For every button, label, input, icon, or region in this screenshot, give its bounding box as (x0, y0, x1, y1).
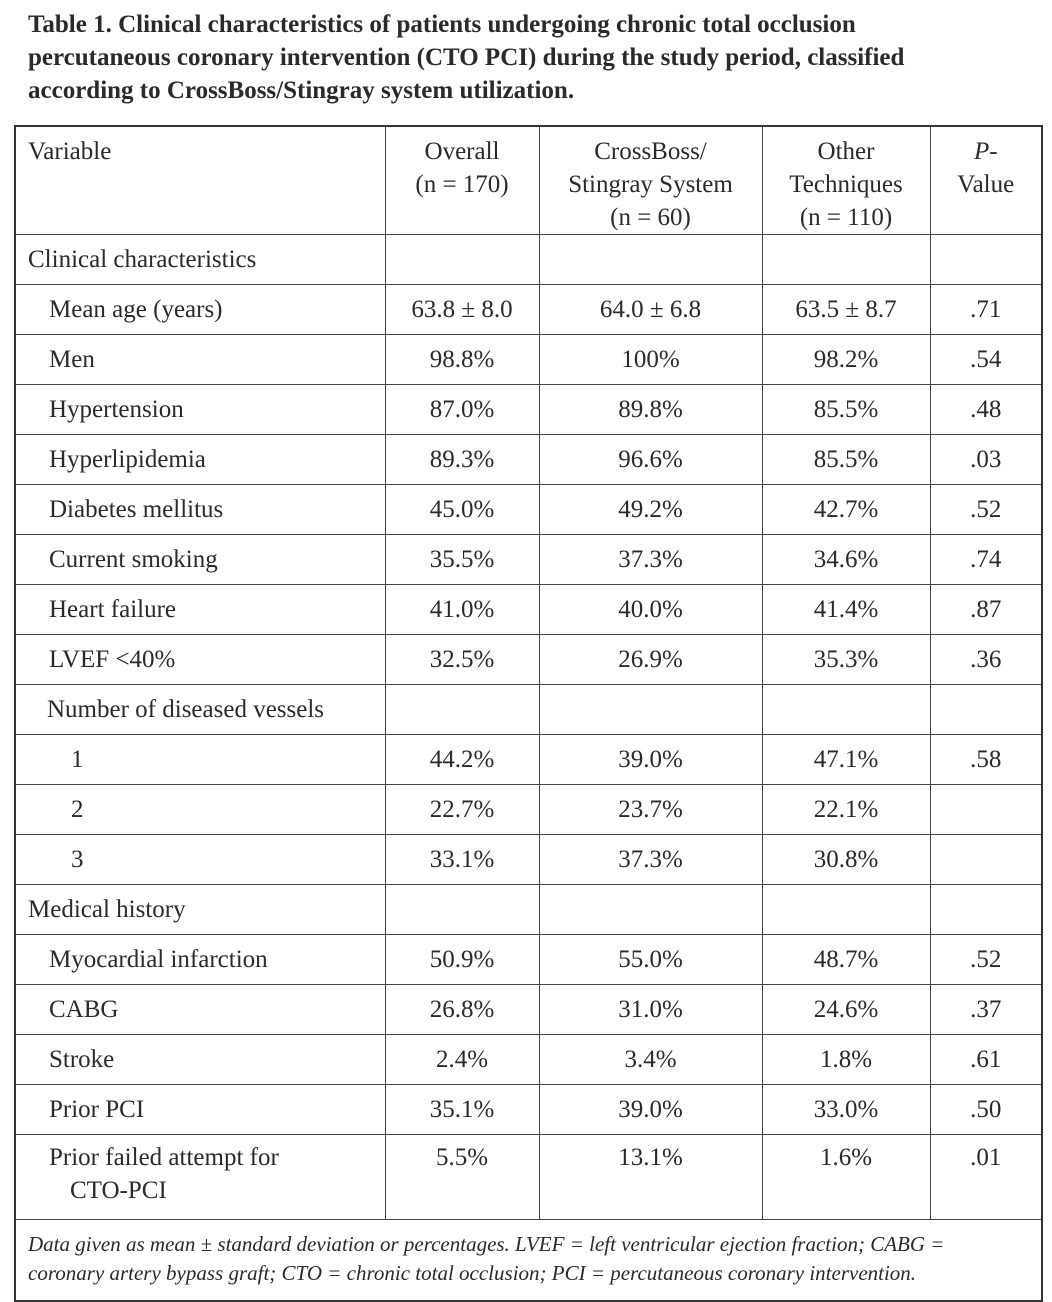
cell-p-value: .54 (930, 335, 1042, 385)
row-label-line: Prior failed attempt for (49, 1144, 279, 1171)
table-row (15, 1035, 1042, 1085)
section-row-history (15, 885, 1042, 935)
cell-other: 33.0% (762, 1085, 930, 1135)
cell-p-value: .58 (930, 735, 1042, 785)
cell-p-value (930, 835, 1042, 885)
row-label: LVEF <40% (15, 635, 385, 685)
cell-crossboss: 23.7% (539, 785, 762, 835)
cell-p-value: .48 (930, 385, 1042, 435)
cell-crossboss: 39.0% (539, 735, 762, 785)
cell-p-value (930, 785, 1042, 835)
cell-crossboss: 26.9% (539, 635, 762, 685)
cell-other: 42.7% (762, 485, 930, 535)
table-row (15, 835, 1042, 885)
section-label: Medical history (15, 885, 385, 935)
cell-overall: 35.5% (385, 535, 539, 585)
cell-overall: 63.8 ± 8.0 (385, 285, 539, 335)
table-row (15, 785, 1042, 835)
cell-crossboss: 37.3% (539, 835, 762, 885)
table-row (15, 985, 1042, 1035)
footnote-row (15, 1220, 1042, 1302)
cell-overall: 44.2% (385, 735, 539, 785)
section-row-clinical (15, 235, 1042, 285)
table-row (15, 1085, 1042, 1135)
cell-crossboss: 31.0% (539, 985, 762, 1035)
cell-other: 48.7% (762, 935, 930, 985)
cell-other: 85.5% (762, 385, 930, 435)
cell-p-value: .03 (930, 435, 1042, 485)
header-overall: Overall (n = 170) (385, 126, 539, 235)
cell-overall: 33.1% (385, 835, 539, 885)
row-label: Prior PCI (15, 1085, 385, 1135)
cell-overall: 98.8% (385, 335, 539, 385)
cell-p-value: .52 (930, 485, 1042, 535)
table-row (15, 635, 1042, 685)
header-crossboss: CrossBoss/ Stingray System (n = 60) (539, 126, 762, 235)
cell-other: 30.8% (762, 835, 930, 885)
cell-p-value: .61 (930, 1035, 1042, 1085)
cell-other: 1.8% (762, 1035, 930, 1085)
cell-overall: 2.4% (385, 1035, 539, 1085)
characteristics-table (14, 125, 1043, 1302)
cell-other: 63.5 ± 8.7 (762, 285, 930, 335)
cell-crossboss: 13.1% (539, 1135, 762, 1220)
cell-other: 85.5% (762, 435, 930, 485)
cell-p-value: .52 (930, 935, 1042, 985)
row-label: 2 (15, 785, 385, 835)
table-row (15, 935, 1042, 985)
row-label-line: CTO-PCI (70, 1177, 167, 1204)
row-label: 1 (15, 735, 385, 785)
cell-overall: 32.5% (385, 635, 539, 685)
header-p-value: P- Value (930, 126, 1042, 235)
row-label: Myocardial infarction (15, 935, 385, 985)
cell-crossboss: 55.0% (539, 935, 762, 985)
cell-other: 41.4% (762, 585, 930, 635)
cell-p-value: .71 (930, 285, 1042, 335)
caption-line: percutaneous coronary intervention (CTO PCI) during the study period, classified (28, 44, 905, 71)
cell-p-value: .37 (930, 985, 1042, 1035)
cell-crossboss: 89.8% (539, 385, 762, 435)
row-label: Current smoking (15, 535, 385, 585)
row-label: Mean age (years) (15, 285, 385, 335)
row-label (15, 1135, 385, 1220)
row-label: Diabetes mellitus (15, 485, 385, 535)
cell-other: 24.6% (762, 985, 930, 1035)
cell-overall: 22.7% (385, 785, 539, 835)
cell-other: 34.6% (762, 535, 930, 585)
section-row-vessels (15, 685, 1042, 735)
caption-line: Table 1. Clinical characteristics of patients undergoing chronic total occlusion (28, 11, 856, 38)
row-label: 3 (15, 835, 385, 885)
table-row (15, 485, 1042, 535)
cell-crossboss: 49.2% (539, 485, 762, 535)
header-other: Other Techniques (n = 110) (762, 126, 930, 235)
cell-overall: 89.3% (385, 435, 539, 485)
cell-other: 98.2% (762, 335, 930, 385)
cell-other: 22.1% (762, 785, 930, 835)
row-label: Men (15, 335, 385, 385)
cell-crossboss: 64.0 ± 6.8 (539, 285, 762, 335)
cell-overall: 50.9% (385, 935, 539, 985)
cell-other: 1.6% (762, 1135, 930, 1220)
table-footnote: Data given as mean ± standard deviation or percentages. LVEF = left ventricular ejection fraction; CABG = coronary artery bypass graft; CTO = chronic total occlusion; PCI = percutaneous coronary intervention. (15, 1220, 1042, 1302)
table-row (15, 435, 1042, 485)
caption-line: according to CrossBoss/Stingray system utilization. (28, 77, 575, 104)
cell-crossboss: 100% (539, 335, 762, 385)
cell-p-value: .50 (930, 1085, 1042, 1135)
table-caption (28, 8, 1028, 107)
cell-other: 47.1% (762, 735, 930, 785)
table-row (15, 385, 1042, 435)
row-label: Hypertension (15, 385, 385, 435)
cell-overall: 35.1% (385, 1085, 539, 1135)
cell-crossboss: 40.0% (539, 585, 762, 635)
table-row (15, 335, 1042, 385)
cell-crossboss: 39.0% (539, 1085, 762, 1135)
table-row (15, 735, 1042, 785)
cell-crossboss: 96.6% (539, 435, 762, 485)
cell-overall: 41.0% (385, 585, 539, 635)
table-row (15, 585, 1042, 635)
row-label: Stroke (15, 1035, 385, 1085)
section-label: Clinical characteristics (15, 235, 385, 285)
table-row (15, 535, 1042, 585)
cell-other: 35.3% (762, 635, 930, 685)
table-row (15, 1135, 1042, 1220)
row-label: Hyperlipidemia (15, 435, 385, 485)
cell-p-value: .74 (930, 535, 1042, 585)
row-label: CABG (15, 985, 385, 1035)
cell-p-value: .36 (930, 635, 1042, 685)
cell-crossboss: 3.4% (539, 1035, 762, 1085)
cell-p-value: .87 (930, 585, 1042, 635)
cell-overall: 5.5% (385, 1135, 539, 1220)
cell-overall: 87.0% (385, 385, 539, 435)
cell-overall: 26.8% (385, 985, 539, 1035)
section-label: Number of diseased vessels (15, 685, 385, 735)
row-label: Heart failure (15, 585, 385, 635)
table-row (15, 285, 1042, 335)
cell-crossboss: 37.3% (539, 535, 762, 585)
cell-p-value: .01 (930, 1135, 1042, 1220)
cell-overall: 45.0% (385, 485, 539, 535)
header-row (15, 126, 1042, 235)
header-variable: Variable (15, 126, 385, 235)
